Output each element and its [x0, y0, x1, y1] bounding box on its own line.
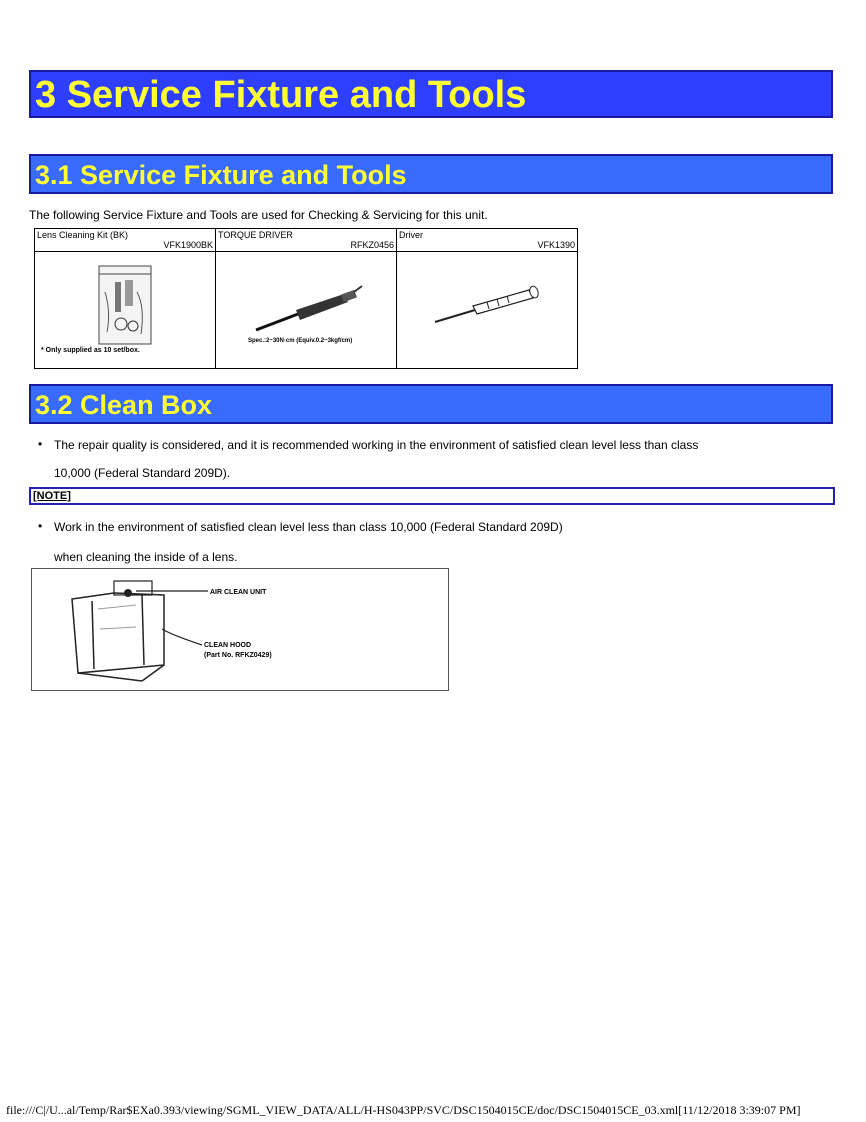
tool-caption: * Only supplied as 10 set/box.	[41, 347, 140, 354]
tool-cell-driver	[397, 229, 578, 252]
driver-picture-cell	[397, 252, 578, 369]
clean-hood-label: CLEAN HOOD	[204, 642, 252, 649]
tool-code: RFKZ0456	[350, 240, 394, 250]
air-clean-unit-label: AIR CLEAN UNIT	[210, 589, 267, 596]
bullet1-line1: The repair quality is considered, and it is recommended working in the environment of satisfied clean level less than class	[54, 438, 699, 452]
file-path-footer: file:///C|/U...al/Temp/Rar$EXa0.393/viewing/SGML_VIEW_DATA/ALL/H-HS043PP/SVC/DSC1504015CE/doc/DSC1504015CE_03.xml[11/12/2018 3:39:07 PM]	[6, 1103, 801, 1117]
lens-kit-picture-cell	[35, 252, 216, 369]
tool-code: VFK1390	[537, 240, 575, 250]
clean-box-figure	[31, 568, 449, 691]
bullet1-line2: 10,000 (Federal Standard 209D).	[54, 466, 231, 480]
tool-code: VFK1900BK	[163, 240, 213, 250]
torque-driver-illustration	[216, 252, 396, 352]
tool-name: Lens Cleaning Kit (BK)	[37, 230, 129, 240]
bullet2-line1: Work in the environment of satisfied clean level less than class 10,000 (Federal Standard 209D)	[54, 520, 563, 534]
tool-caption: Spec.:2~30N·cm (Equiv.0.2~3kgf/cm)	[248, 338, 353, 344]
tool-name: TORQUE DRIVER	[218, 230, 293, 240]
note-label: [NOTE]	[29, 487, 835, 505]
tools-table	[34, 228, 578, 369]
torque-driver-picture-cell	[216, 252, 397, 369]
clean-hood-illustration	[32, 569, 448, 690]
chapter-heading: 3 Service Fixture and Tools	[29, 70, 833, 118]
bullet-dot: •	[38, 437, 43, 451]
tool-name: Driver	[399, 230, 423, 240]
clean-hood-part-label: (Part No. RFKZ0429)	[204, 652, 272, 659]
tool-cell-torque-driver	[216, 229, 397, 252]
driver-illustration	[397, 252, 577, 352]
lens-kit-illustration	[35, 252, 215, 352]
section-heading-service-tools: 3.1 Service Fixture and Tools	[29, 154, 833, 194]
section-heading-clean-box: 3.2 Clean Box	[29, 384, 833, 424]
tool-cell-lens-kit	[35, 229, 216, 252]
intro-text: The following Service Fixture and Tools are used for Checking & Servicing for this unit.	[29, 208, 488, 222]
bullet2-line2: when cleaning the inside of a lens.	[54, 550, 238, 564]
bullet-dot: •	[38, 519, 43, 533]
